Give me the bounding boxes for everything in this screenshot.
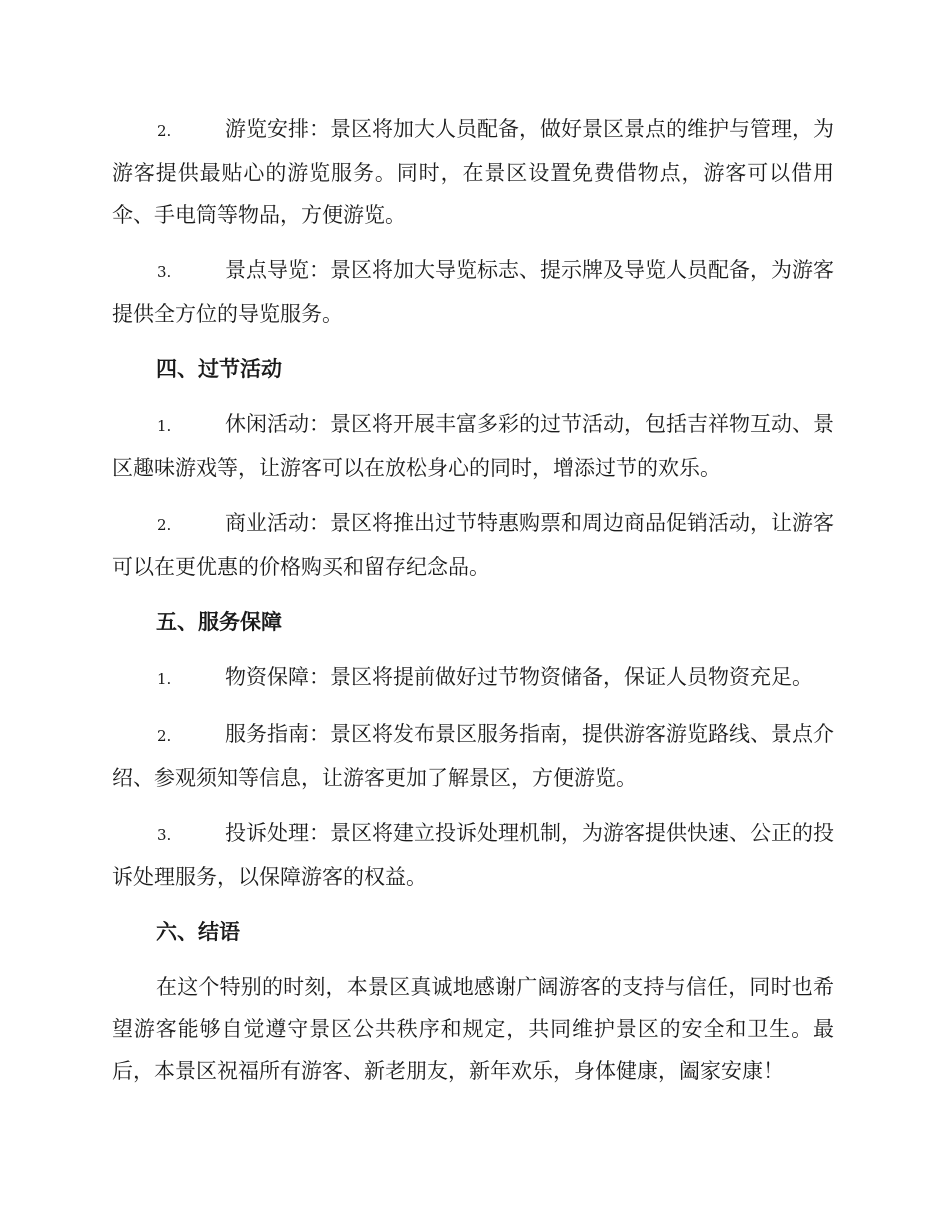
list-item <box>112 812 834 898</box>
section-heading-activities: 四、过节活动 <box>156 356 282 381</box>
item-number: 1. <box>157 670 172 688</box>
list-item <box>112 249 834 335</box>
item-number: 2. <box>157 516 172 534</box>
list-item <box>112 108 834 236</box>
list-item <box>112 502 834 588</box>
item-text: 服务指南：景区将发布景区服务指南，提供游客游览路线、景点介绍、参观须知等信息，让游客更加了解景区，方便游览。 <box>112 722 834 790</box>
item-text: 景点导览：景区将加大导览标志、提示牌及导览人员配备，为游客提供全方位的导览服务。 <box>112 258 834 326</box>
section-heading-service: 五、服务保障 <box>156 609 282 634</box>
list-item <box>112 656 834 700</box>
document-page <box>112 108 834 1092</box>
item-number: 3. <box>157 826 172 844</box>
conclusion-paragraph: 在这个特别的时刻，本景区真诚地感谢广阔游客的支持与信任，同时也希望游客能够自觉遵守景区公共秩序和规定，共同维护景区的安全和卫生。最后，本景区祝福所有游客、新老朋友，新年欢乐，身体健康，阖家安康！ <box>112 975 834 1083</box>
item-text: 商业活动：景区将推出过节特惠购票和周边商品促销活动，让游客可以在更优惠的价格购买和留存纪念品。 <box>112 511 834 579</box>
item-text: 物资保障：景区将提前做好过节物资储备，保证人员物资充足。 <box>225 665 813 689</box>
item-number: 2. <box>157 122 172 140</box>
item-number: 3. <box>157 263 172 281</box>
item-number: 2. <box>157 727 172 745</box>
item-number: 1. <box>157 417 172 435</box>
list-item <box>112 403 834 489</box>
item-text: 游览安排：景区将加大人员配备，做好景区景点的维护与管理，为游客提供最贴心的游览服务。同时，在景区设置免费借物点，游客可以借用伞、手电筒等物品，方便游览。 <box>112 117 834 227</box>
item-text: 休闲活动：景区将开展丰富多彩的过节活动，包括吉祥物互动、景区趣味游戏等，让游客可以在放松身心的同时，增添过节的欢乐。 <box>112 412 834 480</box>
section-heading-conclusion: 六、结语 <box>156 919 240 944</box>
list-item <box>112 713 834 799</box>
item-text: 投诉处理：景区将建立投诉处理机制，为游客提供快速、公正的投诉处理服务，以保障游客的权益。 <box>112 821 834 889</box>
